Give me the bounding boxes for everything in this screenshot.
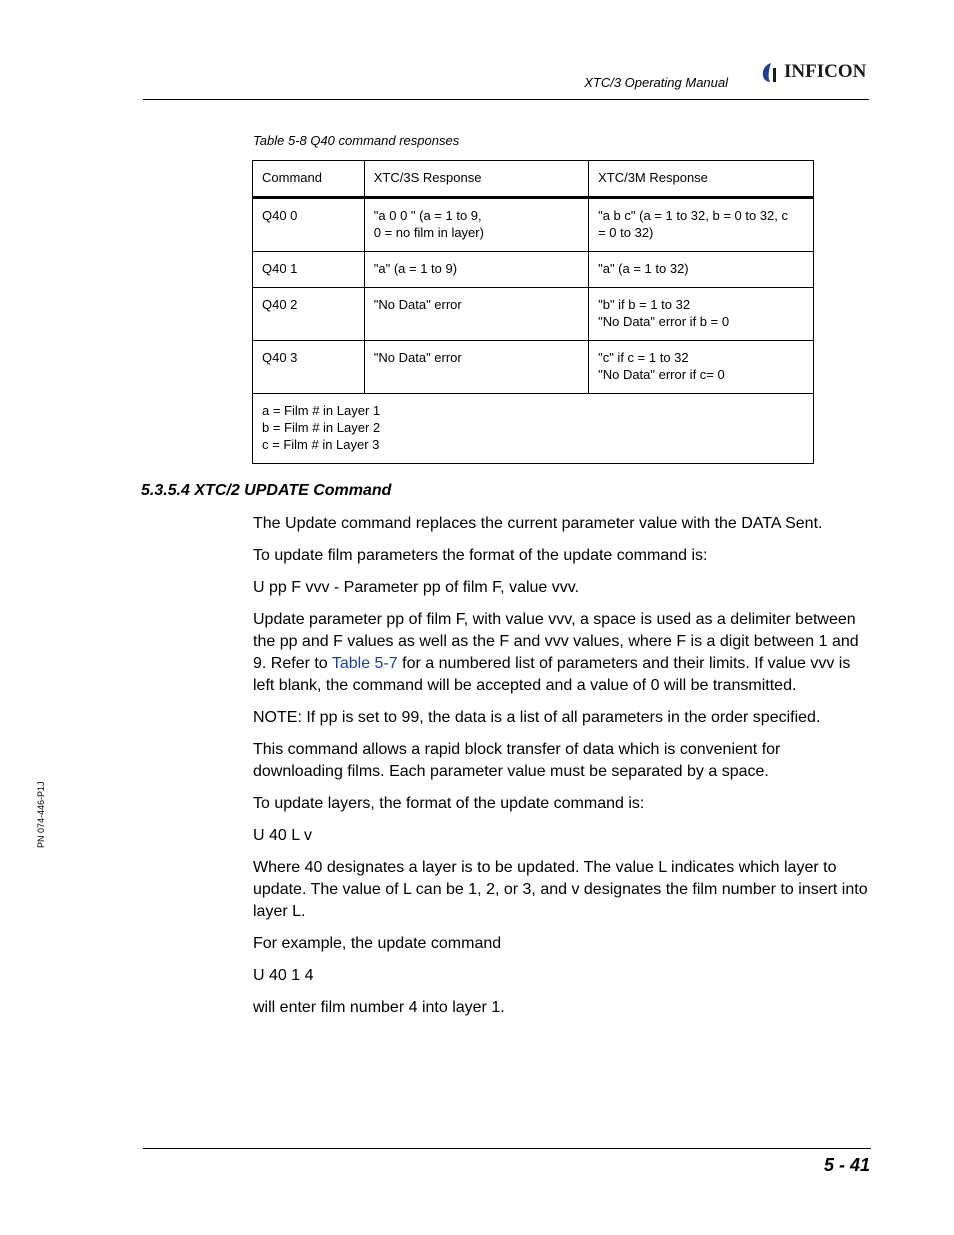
table-row xyxy=(253,252,814,288)
paragraph: The Update command replaces the current parameter value with the DATA Sent. xyxy=(253,515,823,532)
note-line: b = Film # in Layer 2 xyxy=(262,420,381,435)
cell-line: "No Data" error if c= 0 xyxy=(598,367,725,382)
xtc3s-cell xyxy=(364,341,588,394)
table-notes-row xyxy=(253,394,814,464)
paragraph: Where 40 designates a layer is to be updated. The value L indicates which layer to update. The value of L can be 1, 2, or 3, and v designates the film number to insert into layer L. xyxy=(253,859,868,920)
section-heading: 5.3.5.4 XTC/2 UPDATE Command xyxy=(141,482,392,499)
cell-line: "c" if c = 1 to 32 xyxy=(598,350,689,365)
header-manual-title: XTC/3 Operating Manual xyxy=(584,75,728,90)
paragraph: U 40 L v xyxy=(253,827,312,844)
column-header: XTC/3M Response xyxy=(589,161,814,198)
logo-text: INFICON xyxy=(784,61,867,82)
part-number: PN 074-446-P1J xyxy=(36,781,46,848)
command-cell: Q40 0 xyxy=(253,198,365,252)
section-body xyxy=(253,513,871,1029)
paragraph: This command allows a rapid block transfer of data which is convenient for downloading films. Each parameter value must be separated by a space. xyxy=(253,741,781,780)
table-row xyxy=(253,198,814,252)
column-header: XTC/3S Response xyxy=(364,161,588,198)
table-5-7-link[interactable]: Table 5-7 xyxy=(331,655,398,672)
cell-line: "No Data" error xyxy=(373,297,462,312)
paragraph: will enter film number 4 into layer 1. xyxy=(253,999,505,1016)
column-header: Command xyxy=(253,161,365,198)
cell-line: "a" (a = 1 to 9) xyxy=(373,261,458,276)
footer-rule xyxy=(143,1148,871,1149)
inficon-logo xyxy=(760,60,866,84)
xtc3s-cell xyxy=(364,288,588,341)
cell-line: "a" (a = 1 to 32) xyxy=(598,261,689,276)
xtc3s-cell xyxy=(364,198,588,252)
inficon-logo-icon xyxy=(760,61,782,83)
command-cell: Q40 3 xyxy=(253,341,365,394)
table-row xyxy=(253,288,814,341)
cell-line: = 0 to 32) xyxy=(598,225,654,240)
paragraph: NOTE: If pp is set to 99, the data is a list of all parameters in the order specified. xyxy=(253,709,821,726)
cell-line: "a 0 0 " (a = 1 to 9, xyxy=(373,208,482,223)
table-header-row xyxy=(253,161,814,198)
note-line: a = Film # in Layer 1 xyxy=(262,403,381,418)
xtc3m-cell xyxy=(589,198,814,252)
paragraph: To update film parameters the format of the update command is: xyxy=(253,547,708,564)
text-run: Update parameter pp of film F, with value vvv, a space is used as a delimiter between the pp and F values as well as the F and vvv values, where F is a digit between 1 and 9. Refer to xyxy=(253,611,859,672)
table-notes xyxy=(253,394,814,464)
header-rule xyxy=(143,99,869,100)
table-caption: Table 5-8 Q40 command responses xyxy=(253,133,460,148)
xtc3m-cell xyxy=(589,288,814,341)
paragraph: U pp F vvv - Parameter pp of film F, value vvv. xyxy=(253,579,580,596)
xtc3s-cell xyxy=(364,252,588,288)
table-row xyxy=(253,341,814,394)
paragraph: For example, the update command xyxy=(253,935,502,952)
cell-line: 0 = no film in layer) xyxy=(373,225,484,240)
note-line: c = Film # in Layer 3 xyxy=(262,437,380,452)
paragraph: U 40 1 4 xyxy=(253,967,314,984)
cell-line: "No Data" error xyxy=(373,350,462,365)
xtc3m-cell xyxy=(589,341,814,394)
command-cell: Q40 1 xyxy=(253,252,365,288)
paragraph: To update layers, the format of the update command is: xyxy=(253,795,645,812)
cell-line: "No Data" error if b = 0 xyxy=(598,314,730,329)
page-number: 5 - 41 xyxy=(823,1155,870,1175)
cell-line: "b" if b = 1 to 32 xyxy=(598,297,691,312)
q40-response-table xyxy=(252,160,814,464)
command-cell: Q40 2 xyxy=(253,288,365,341)
paragraph xyxy=(253,609,871,697)
text-run: for a numbered list of parameters and their limits. If value vvv is left blank, the command will be accepted and a value of 0 will be transmitted. xyxy=(253,655,851,694)
cell-line: "a b c" (a = 1 to 32, b = 0 to 32, c xyxy=(598,208,788,223)
xtc3m-cell xyxy=(589,252,814,288)
